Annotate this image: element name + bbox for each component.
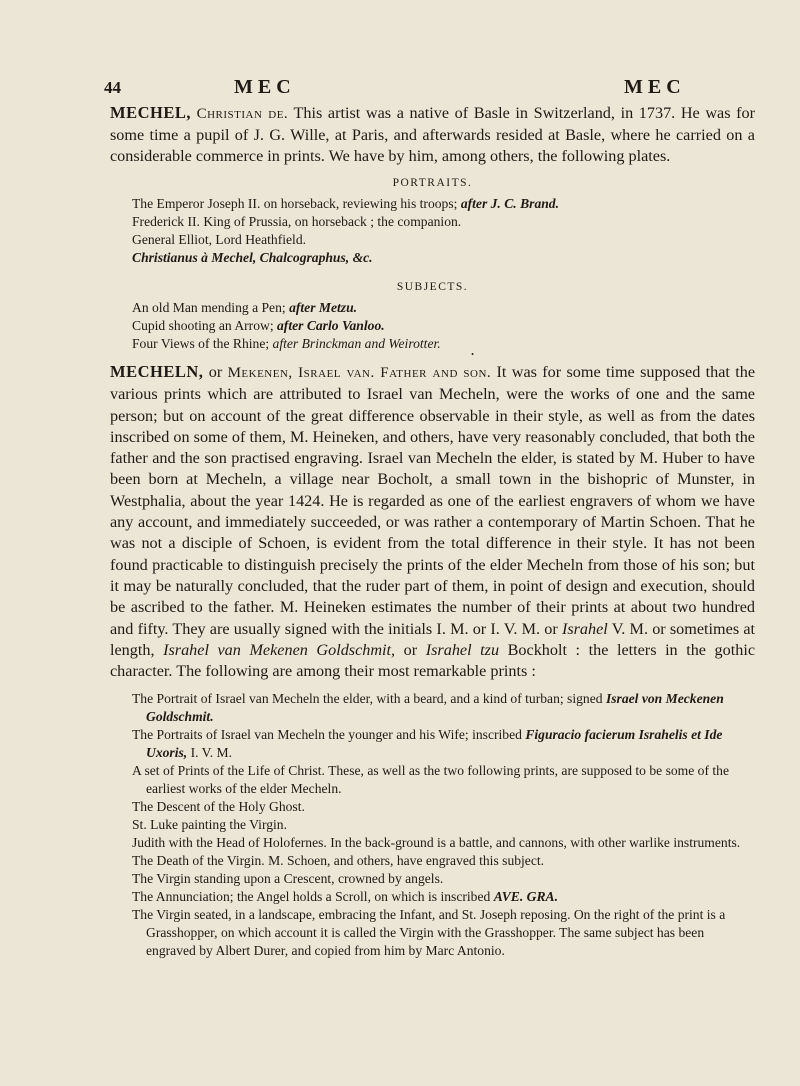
prints-list [132,690,755,960]
running-head-right: MEC [624,76,686,98]
entry-mecheln: MECHELN, or Mekenen, Israel van. Father and son. It was for some time supposed that the various prints which are attributed to Israel van Mecheln, were the works of one and the same person; but on account of the great difference observable in their style, as well as from the dates inscribed on some of them, M. Heineken, and others, have very reasonably concluded, that both the father and the son practised engraving. Israel van Mecheln the elder, is stated by M. Huber to have been born at Mecheln, a village near Bocholt, a small town in the bishopric of Munster, in Westphalia, about the year 1424. He is regarded as one of the earliest engravers of whom we have any account, and immediately succeeded, or was rather a contemporary of Martin Schoen. That he was not a disciple of Schoen, is evident from the total difference in their style. It has not been found practicable to distinguish precisely the prints of the elder Mecheln from those of his son; but it may be naturally concluded, that the ruder part of them, in point of design and execution, should be ascribed to the father. M. Heineken estimates the number of their prints at about two hundred and fifty. They are usually signed with the initials I. M. or I. V. M. or Israhel V. M. or sometimes at length, Israhel van Mekenen Goldschmit, or Israhel tzu Bockholt : the letters in the gothic character. The following are among their most remarkable prints : [110,362,756,681]
entry-text: This artist was a native of Basle in Switzerland, in 1737. He was for some time a pupil of J. G. Wille, at Paris, and afterwards resided at Basle, where he carried on a considerable commerce in prints. We have by him, among others, the following plates. [110,104,755,165]
separator-mark: • [471,350,474,359]
entry-name: Christian de. [196,106,289,122]
portraits-heading: PORTRAITS. [392,177,473,189]
list-item: The Emperor Joseph II. on horseback, reviewing his troops; after J. C. Brand. [132,196,560,211]
running-head [104,76,750,100]
entry-mechel-christian [110,102,755,167]
headword-mecheln: MECHELN, [110,362,204,381]
list-item: Four Views of the Rhine; after Brinckman and Weirotter. [132,336,441,351]
list-item: The Virgin standing upon a Crescent, crowned by angels. [132,871,444,887]
entry-name: Mekenen, Israel van. Father and son. [227,365,492,381]
subjects-heading: SUBJECTS. [396,281,469,293]
list-item: St. Luke painting the Virgin. [132,817,288,833]
list-item: Christianus à Mechel, Chalcographus, &c. [132,250,373,265]
page-number: 44 [104,78,121,97]
list-item: The Death of the Virgin. M. Schoen, and others, have engraved this subject. [132,853,545,869]
list-item: The Annunciation; the Angel holds a Scroll, on which is inscribed AVE. GRA. [132,889,559,905]
subjects-list [132,299,755,353]
list-item: Judith with the Head of Holofernes. In the back-ground is a battle, and cannons, with other warlike instruments. [132,835,741,851]
list-item: The Descent of the Holy Ghost. [132,799,305,815]
list-item: Cupid shooting an Arrow; after Carlo Vanloo. [132,318,385,333]
list-item: The Virgin seated, in a landscape, embracing the Infant, and St. Joseph reposing. On the right of the print is a Grasshopper, on which account it is called the Virgin with the Grasshopper. The same subject has been engraved by Albert Durer, and copied from him by Marc Antonio. [132,907,726,959]
list-item: Frederick II. King of Prussia, on horseback ; the companion. [132,214,462,229]
list-item: The Portrait of Israel van Mecheln the elder, with a beard, and a kind of turban; signed Israel von Meckenen Goldschmit. [132,691,724,725]
headword-mechel: MECHEL, [110,103,191,122]
running-head-left: MEC [234,76,296,98]
body-text [110,102,755,960]
list-item: The Portraits of Israel van Mecheln the younger and his Wife; inscribed Figuracio facierum Israhelis et Ide Uxoris, I. V. M. [132,727,723,761]
portraits-list [132,195,755,267]
list-item: A set of Prints of the Life of Christ. These, as well as the two following prints, are supposed to be some of the earliest works of the elder Mecheln. [132,763,730,797]
list-item: General Elliot, Lord Heathfield. [132,232,307,247]
list-item: An old Man mending a Pen; after Metzu. [132,300,358,315]
